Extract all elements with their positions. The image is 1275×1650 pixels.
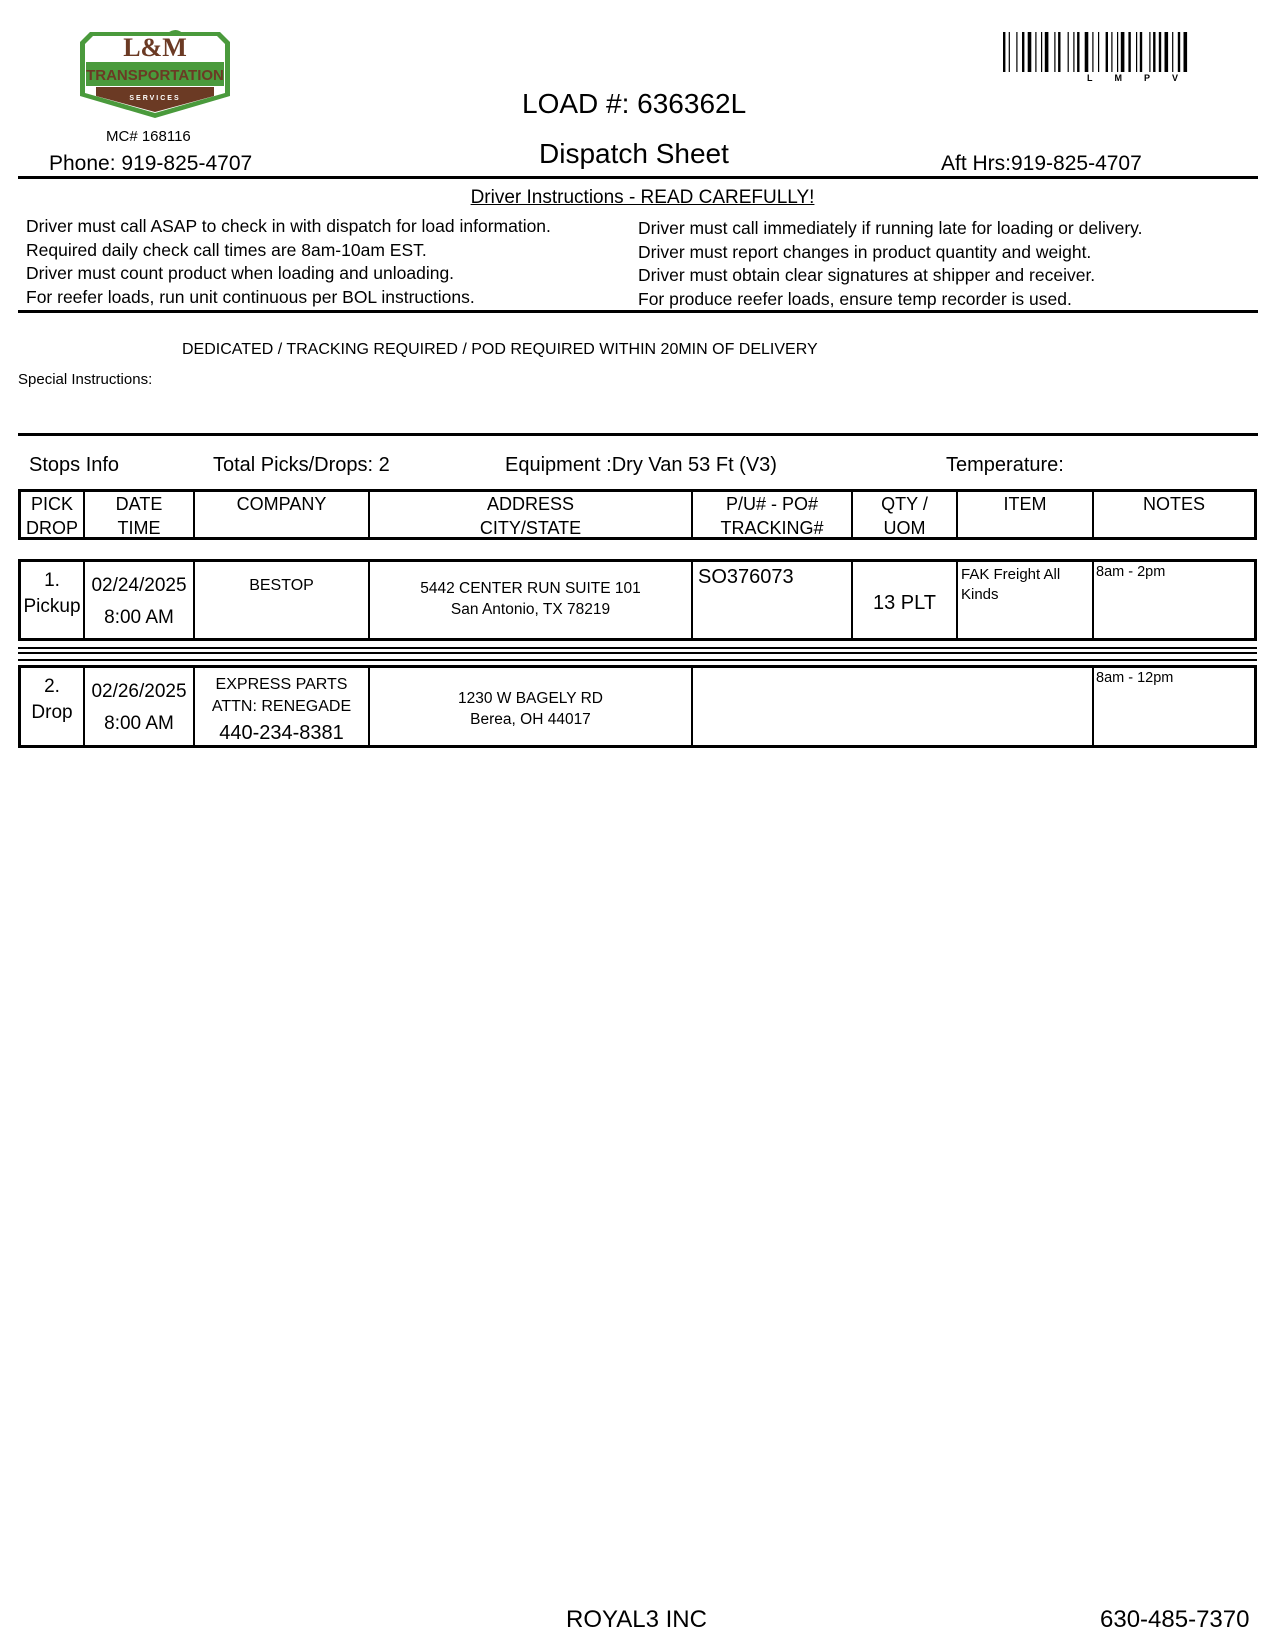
barcode-bar <box>1054 32 1055 72</box>
stop-row-drop <box>18 665 1257 748</box>
col-qty-uom: QTY / UOM <box>853 492 958 537</box>
col-date-time: DATE TIME <box>85 492 195 537</box>
barcode-bar <box>1016 32 1017 72</box>
equipment: Equipment :Dry Van 53 Ft (V3) <box>505 454 777 476</box>
divider <box>18 310 1258 313</box>
instructions-left <box>26 215 551 309</box>
instruction-line: Driver must call immediately if running late for loading or delivery. <box>638 218 1143 238</box>
barcode-bar <box>1149 32 1150 72</box>
after-hours-phone: Aft Hrs:919-825-4707 <box>941 152 1142 175</box>
barcode-bar <box>1098 32 1099 72</box>
stop-date-time: 02/26/2025 8:00 AM <box>85 668 195 745</box>
load-number: LOAD #: 636362L <box>522 88 747 119</box>
col-address: ADDRESS CITY/STATE <box>370 492 693 537</box>
barcode-bar <box>1159 32 1161 72</box>
col-item: ITEM <box>958 492 1094 537</box>
barcode-bar <box>1045 32 1049 72</box>
barcode <box>1003 32 1215 72</box>
col-pu-tracking: P/U# - PO# TRACKING# <box>693 492 853 537</box>
col-company: COMPANY <box>195 492 370 537</box>
barcode-bar <box>1165 32 1169 72</box>
stops-table-header <box>18 489 1257 540</box>
instruction-line: Driver must report changes in product quantity and weight. <box>638 241 1092 262</box>
barcode-bar <box>1184 32 1188 72</box>
col-pick-drop: PICK DROP <box>21 492 85 537</box>
stop-row-pickup <box>18 559 1257 641</box>
barcode-bar <box>1136 32 1137 72</box>
logo-sub-text: SERVICES <box>129 95 181 102</box>
dispatch-phone: Phone: 919-825-4707 <box>49 152 253 175</box>
barcode-bar <box>1128 32 1130 72</box>
stop-company: BESTOP <box>195 562 370 638</box>
instructions-title: Driver Instructions - READ CAREFULLY! <box>470 187 815 208</box>
col-notes: NOTES <box>1142 494 1205 514</box>
barcode-bar <box>1178 32 1180 72</box>
barcode-bar <box>1117 32 1118 72</box>
barcode-text: LMPV <box>1087 73 1201 83</box>
barcode-bar <box>1077 32 1079 72</box>
instruction-line: Driver must obtain clear signatures at shipper and receiver. <box>638 265 1096 285</box>
instruction-line: Driver must count product when loading and unloading. <box>26 263 455 283</box>
barcode-bar <box>1009 32 1010 72</box>
stop-type: 1. Pickup <box>21 562 85 638</box>
stops-info-label: Stops Info <box>29 454 120 476</box>
stop-notes: 8am - 2pm <box>1096 564 1166 580</box>
barcode-bar <box>1068 32 1069 72</box>
stop-notes: 8am - 12pm <box>1096 670 1174 686</box>
barcode-bar <box>1172 32 1173 72</box>
stop-address: 1230 W BAGELY RD Berea, OH 44017 <box>370 668 693 745</box>
barcode-bar <box>1106 32 1108 72</box>
stop-pu-number: SO376073 <box>693 562 853 638</box>
barcode-bar <box>1085 32 1089 72</box>
barcode-bar <box>1140 32 1142 72</box>
barcode-bar <box>1003 32 1005 72</box>
logo-top-text: L&M <box>123 33 187 62</box>
stop-qty: 13 PLT <box>853 562 958 638</box>
stop-item: FAK Freight All Kinds <box>958 562 1094 638</box>
barcode-bar <box>1058 32 1060 72</box>
divider <box>18 176 1258 179</box>
lm-transportation-logo <box>80 20 230 120</box>
barcode-bar <box>1073 32 1074 72</box>
divider <box>18 647 1257 649</box>
page-title: Dispatch Sheet <box>539 138 729 169</box>
footer-phone: 630-485-7370 <box>1100 1606 1250 1633</box>
special-note: DEDICATED / TRACKING REQUIRED / POD REQUIRED WITHIN 20MIN OF DELIVERY <box>182 341 818 358</box>
barcode-bar <box>1153 32 1155 72</box>
barcode-bar <box>1092 32 1093 72</box>
instruction-line: Driver must call ASAP to check in with dispatch for load information. <box>26 216 551 236</box>
barcode-bar <box>1121 32 1125 72</box>
barcode-bar <box>1022 32 1024 72</box>
barcode-bar <box>1041 32 1042 72</box>
special-instructions-label: Special Instructions: <box>18 371 153 388</box>
barcode-bar <box>1035 32 1036 72</box>
stop-address: 5442 CENTER RUN SUITE 101 San Antonio, TX 78219 <box>370 562 693 638</box>
instruction-line: Required daily check call times are 8am-10am EST. <box>26 239 427 260</box>
divider <box>18 659 1257 661</box>
stop-company: EXPRESS PARTS ATTN: RENEGADE 440-234-8381 <box>195 668 370 745</box>
stop-date-time: 02/24/2025 8:00 AM <box>85 562 195 638</box>
barcode-bar <box>1028 32 1032 72</box>
stop-pu-item-empty <box>693 668 1094 745</box>
instructions-right <box>638 217 1142 311</box>
barcode-bar <box>1111 32 1112 72</box>
mc-number: MC# 168116 <box>106 128 191 145</box>
divider <box>18 433 1258 436</box>
temperature-label: Temperature: <box>946 454 1064 476</box>
instruction-line: For reefer loads, run unit continuous per BOL instructions. <box>26 286 475 307</box>
footer-company: ROYAL3 INC <box>566 1606 707 1633</box>
total-picks-drops: Total Picks/Drops: 2 <box>213 454 390 476</box>
logo-main-text: TRANSPORTATION <box>86 67 224 84</box>
instruction-line: For produce reefer loads, ensure temp recorder is used. <box>638 288 1072 309</box>
divider <box>18 652 1257 654</box>
stop-type: 2. Drop <box>21 668 85 745</box>
